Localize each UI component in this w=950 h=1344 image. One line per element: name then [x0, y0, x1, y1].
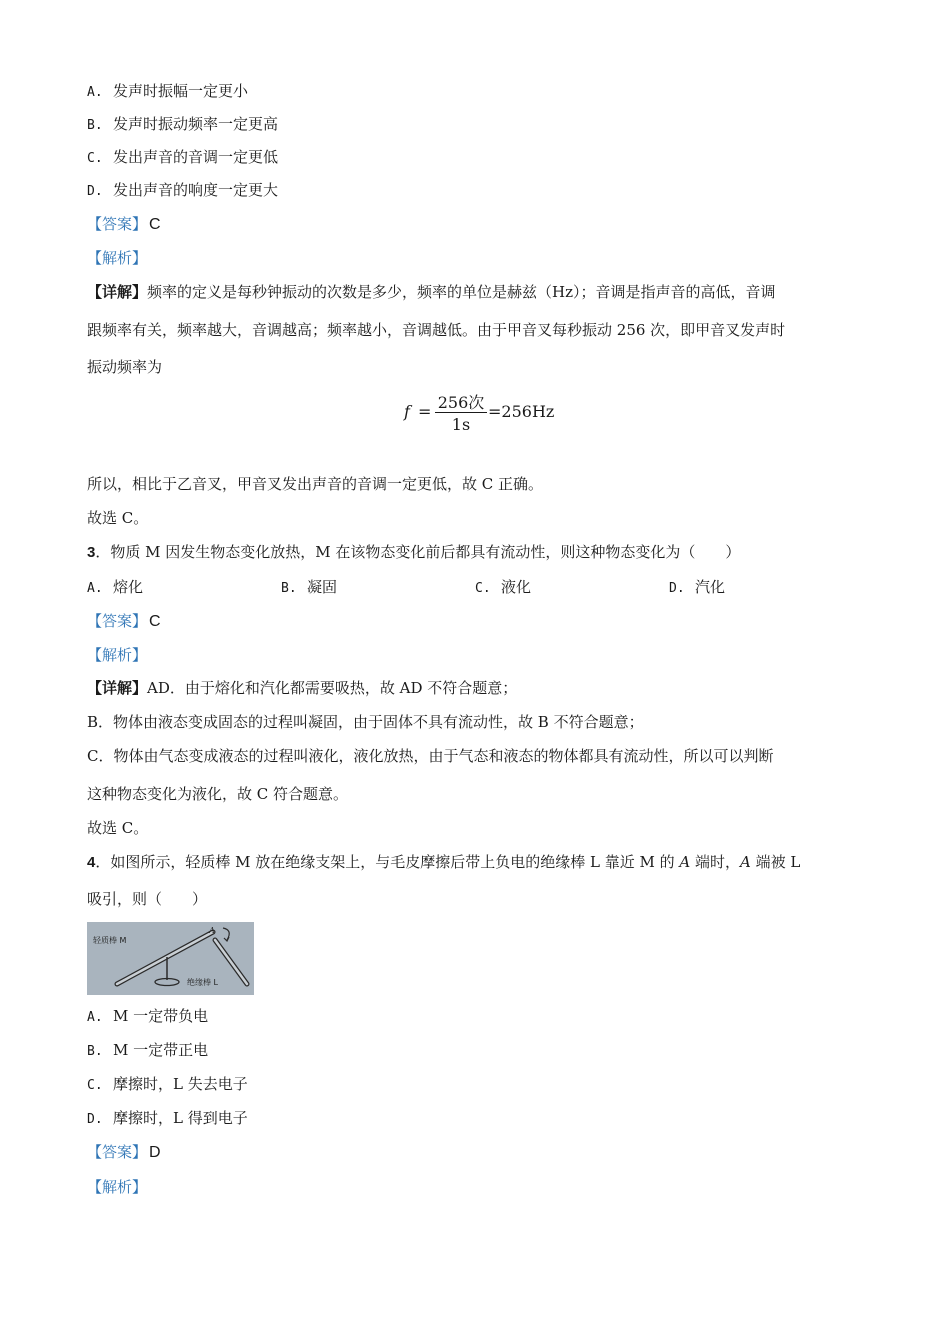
q3-option-a: A. 熔化	[87, 578, 144, 596]
q4-stem: 4．如图所示，轻质棒 M 放在绝缘支架上，与毛皮摩擦后带上负电的绝缘棒 L 靠近 M 的 A 端时，A 端被 L	[87, 853, 801, 871]
q3-choice: 故选 C。	[87, 819, 149, 837]
q3-detail-1: 【详解】AD．由于熔化和汽化都需要吸热，故 AD 不符合题意；	[87, 679, 518, 697]
figure-label-m: 轻质棒 M	[93, 936, 127, 945]
q2-detail-3: 振动频率为	[87, 358, 163, 376]
q4-option-b: B. M 一定带正电	[87, 1041, 209, 1059]
rod-figure-svg	[87, 922, 254, 995]
q3-option-b: B. 凝固	[281, 578, 338, 596]
formula-fraction: 256次 1s	[434, 390, 488, 434]
rod-figure	[87, 922, 254, 995]
q2-detail-2: 跟频率有关，频率越大，音调越高；频率越小，音调越低。由于甲音叉每秒振动 256 次，即甲音叉发声时	[87, 321, 786, 339]
figure-label-a: A	[209, 926, 215, 935]
q2-choice: 故选 C。	[87, 509, 149, 527]
q3-option-d: D. 汽化	[669, 578, 726, 596]
q4-option-a: A. M 一定带负电	[87, 1007, 209, 1025]
q3-detail-2: B．物体由液态变成固态的过程叫凝固，由于固体不具有流动性，故 B 不符合题意；	[87, 713, 644, 731]
q2-detail-1: 【详解】频率的定义是每秒钟振动的次数是多少，频率的单位是赫兹（Hz）；音调是指声音的高低，音调	[87, 283, 776, 301]
fraction-bar	[435, 412, 487, 413]
q3-detail-4: 这种物态变化为液化，故 C 符合题意。	[87, 785, 349, 803]
q3-answer: 【答案】 C	[87, 612, 161, 630]
q3-stem: 3．物质 M 因发生物态变化放热，M 在该物态变化前后都具有流动性，则这种物态变化为（ ）	[87, 543, 741, 561]
insulating-rod-l-highlight	[215, 940, 247, 984]
q4-stem-2: 吸引，则（ ）	[87, 890, 208, 908]
light-rod-m-highlight	[117, 932, 213, 984]
q2-option-a: A. 发声时振幅一定更小	[87, 82, 249, 100]
rotation-arrow-head	[224, 937, 229, 941]
q2-analysis-label: 【解析】	[87, 249, 148, 267]
q2-option-d: D. 发出声音的响度一定更大	[87, 181, 279, 199]
q4-option-d: D. 摩擦时，L 得到电子	[87, 1109, 248, 1127]
figure-label-l: 绝缘棒 L	[187, 978, 218, 987]
q2-conclusion: 所以，相比于乙音叉，甲音叉发出声音的音调一定更低，故 C 正确。	[87, 475, 544, 493]
q2-option-b: B. 发声时振动频率一定更高	[87, 115, 279, 133]
q3-option-c: C. 液化	[475, 578, 532, 596]
q2-answer: 【答案】 C	[87, 215, 161, 233]
q3-analysis-label: 【解析】	[87, 646, 148, 664]
q4-analysis-label: 【解析】	[87, 1178, 148, 1196]
q4-option-c: C. 摩擦时，L 失去电子	[87, 1075, 248, 1093]
q2-option-c: C. 发出声音的音调一定更低	[87, 148, 279, 166]
q4-answer: 【答案】 D	[87, 1143, 161, 1161]
q3-detail-3: C．物体由气态变成液态的过程叫液化，液化放热，由于气态和液态的物体都具有流动性，所以可以判断	[87, 747, 774, 765]
